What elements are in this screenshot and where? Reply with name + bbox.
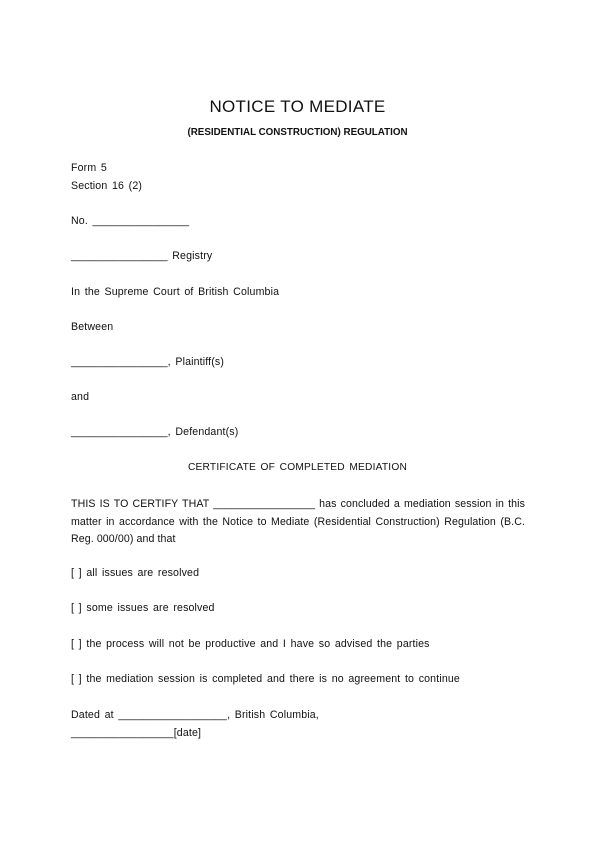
document-title: NOTICE TO MEDIATE [209, 97, 386, 116]
certificate-heading: CERTIFICATE OF COMPLETED MEDIATION [187, 462, 408, 473]
between-label: Between [71, 321, 114, 333]
defendant-field: ________________, Defendant(s) [71, 426, 239, 438]
and-label: and [71, 391, 90, 403]
file-number-field: No. ________________ [71, 215, 190, 227]
option-all-resolved: [ ] all issues are resolved [71, 567, 200, 579]
document-subtitle: (RESIDENTIAL CONSTRUCTION) REGULATION [187, 127, 408, 138]
form-number: Form 5 [71, 162, 107, 174]
option-no-agreement: [ ] the mediation session is completed and there is no agreement to continue [71, 673, 460, 685]
option-some-resolved: [ ] some issues are resolved [71, 602, 215, 614]
section-reference: Section 16 (2) [71, 180, 143, 192]
court-name: In the Supreme Court of British Columbia [71, 286, 280, 298]
option-not-productive: [ ] the process will not be productive and I have so advised the parties [71, 638, 430, 650]
date-field: _________________[date] [71, 727, 202, 739]
dated-at-field: Dated at __________________, British Columbia, [71, 709, 319, 721]
registry-field: ________________ Registry [71, 250, 213, 262]
plaintiff-field: ________________, Plaintiff(s) [71, 356, 225, 368]
certificate-paragraph: THIS IS TO CERTIFY THAT _________________ has concluded a mediation session in this matter in accordance with the Notice to Mediate (Residential Construction) Regulation (B.C. Reg. 000/00) and that [71, 498, 525, 545]
